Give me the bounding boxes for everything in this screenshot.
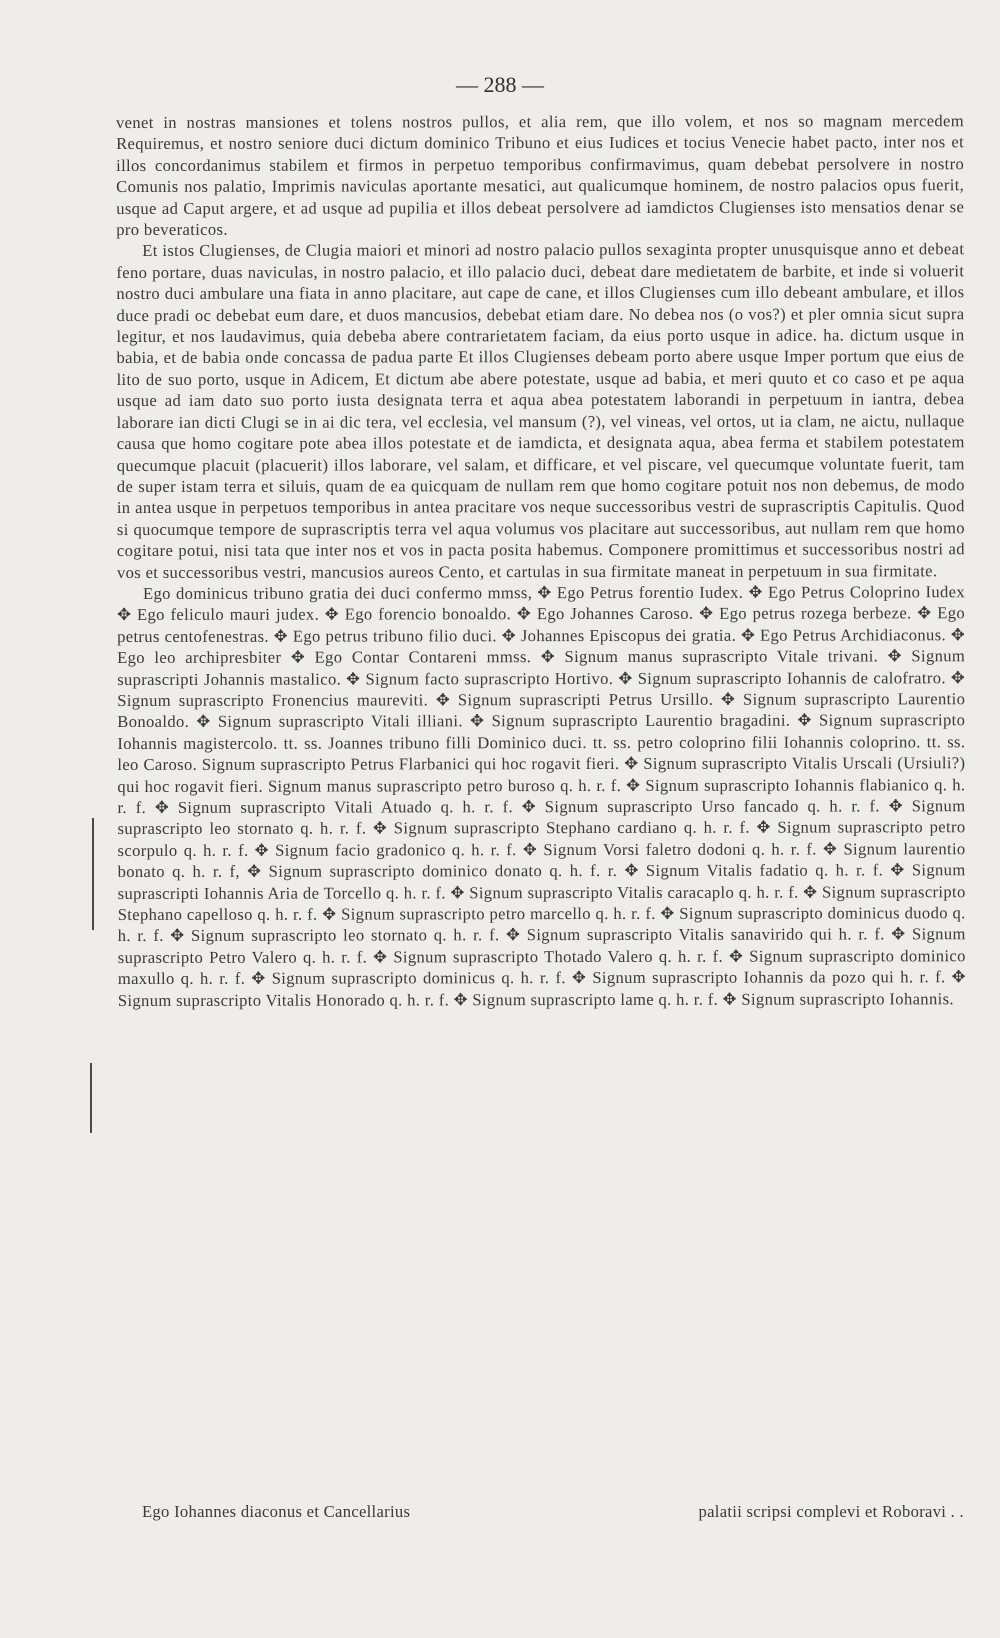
paragraph-2: Et istos Clugienses, de Clugia maiori et minori ad nostro palacio pullos sexaginta propter unusquisque anno et debeat feno portare, duas naviculas, in nostro palacio, et illo palacio duci, debeat dare medietatem de barbite, et inde si voluerit nostro duci ambulare una fiata in anno placitare, aut cape de cane, et illos Clugienses cum illo debeant ambulare, et illos duce pradi oc debebat eum dare, et duos mancusios, debebat etiam dare. No debea nos (o vos?) et pler omnia sicut supra legitur, et nos laudavimus, quia debeba abere contrarietatem faciam, da eius porto usque in adice. ha. dictum usque in babia, et de babia onde concassa de padua parte Et illos Clugienses debeam porto abere usque Imper portum que eius de lito de suo porto, usque in Adicem, Et dictum abe abere potestate, usque ad babia, et meri quuto et co caso et pe aqua usque ad iam dato suo porto iusta designata terra et aqua abea potestatem laborandi in perpetuum in iantra, debea laborare ian dicti Clugi se in ai dic tera, vel ecclesia, vel mansum (?), vel vineas, vel ortos, ut ia clam, ne aictu, nullaque causa que homo cogitare pote abea illos potestate et de iamdicta, et designata aqua, abea ferma et stabilem potestatem quecumque placuit (placuerit) illos laborare, vel salam, et difficare, et vel piscare, vel quecumque voluntate fuerit, tam de super istam terra et siluis, quam de ea quicquam de nullam rem que homo cogitare potuit nos non debemus, de modo in antea usque in perpetuos temporibus in antea pracitare vos neque successoribus vestri de suprascriptis Capitulis. Quod si quocumque tempore de suprascriptis terra vel aqua volumus vos placitare aut successoribus, aut nullam rem que homo cogitare potui, nisi tata que inter nos et vos in pacta posita habemus. Componere promittimus et successoribus nostri ad vos et successoribus vestri, mancusios aureos Cento, et cartulas in sua firmitate maneat in perpetuum in sua firmitate. xyxy=(116,239,965,582)
margin-mark xyxy=(90,1063,92,1133)
closing-line xyxy=(116,1502,964,1522)
page-number: — 288 — xyxy=(456,72,544,97)
closing-left: Ego Iohannes diaconus et Cancellarius xyxy=(142,1502,411,1521)
margin-mark xyxy=(92,818,94,930)
paragraph-1: venet in nostras mansiones et tolens nostros pullos, et alia rem, que illo volem, et nos so magnam mercedem Requiremus, et nostro seniore duci dictum dominico Tribuno et eius Iudices et tocius Venecie habet pacto, inter nos et illos concordanimus stabilem et firmos in perpetuo temporibus confirmavimus, quam debebat persolvere in nostro Comunis nos palatio, Imprimis naviculas aportante mesatici, aut qualicumque hominem, de nostro palacios opus fuerit, usque ad Caput argere, et ad usque ad pupilia et illos debeat persolvere ad iamdictos Clugienses isto mensatios denar se pro beveraticos. xyxy=(116,111,965,240)
closing-right: palatii scripsi complevi et Roboravi . . xyxy=(698,1502,964,1521)
signatures-paragraph: Ego dominicus tribuno gratia dei duci confermo mmss, ✥ Ego Petrus forentio Iudex. ✥ Ego Petrus Coloprino Iudex ✥ Ego feliculo mauri judex. ✥ Ego forencio bonoaldo. ✥ Ego Johannes Caroso. ✥ Ego petrus rozega berbeze. ✥ Ego petrus centofenestras. ✥ Ego petrus tribuno filio duci. ✥ Johannes Episcopus dei gratia. ✥ Ego Petrus Archidiaconus. ✥ Ego leo archipresbiter ✥ Ego Contar Contareni mmss. ✥ Signum manus suprascripto Vitale trivani. ✥ Signum suprascripti Johannis mastalico. ✥ Signum facto suprascripto Hortivo. ✥ Signum suprascripto Iohannis de calofratro. ✥ Signum suprascripto Fronencius maureviti. ✥ Signum suprascripti Petrus Ursillo. ✥ Signum suprascripto Laurentio Bonoaldo. ✥ Signum suprascripto Vitali illiani. ✥ Signum suprascripto Laurentio bragadini. ✥ Signum suprascripto Iohannis magistercolo. tt. ss. Joannes tribuno filli Dominico duci. tt. ss. petro coloprino filii Iohannis coloprino. tt. ss. leo Caroso. Signum suprascripto Petrus Flarbanici qui hoc rogavit fieri. ✥ Signum suprascripto Vitalis Urscali (Ursiuli?) qui hoc rogavit fieri. Signum manus suprascripto petro buroso q. h. r. f. ✥ Signum suprascripto Iohannis flabianico q. h. r. f. ✥ Signum suprascripto Vitali Atuado q. h. r. f. ✥ Signum suprascripto Urso fancado q. h. r. f. ✥ Signum suprascripto leo stornato q. h. r. f. ✥ Signum suprascripto Stephano cardiano q. h. r. f. ✥ Signum suprascripto petro scorpulo q. h. r. f. ✥ Signum facio gradonico q. h. r. f. ✥ Signum Vorsi faletro dodoni q. h. r. f. ✥ Signum laurentio bonato q. h. r. f, ✥ Signum suprascripto dominico donato q. h. f. r. ✥ Signum Vitalis fadatio q. h. r. f. ✥ Signum suprascripti Iohannis Aria de Torcello q. h. r. f. ✥ Signum suprascripto Vitalis caracaplo q. h. r. f. ✥ Signum suprascripto Stephano capelloso q. h. r. f. ✥ Signum suprascripto petro marcello q. h. r. f. ✥ Signum suprascripto dominicus duodo q. h. r. f. ✥ Signum suprascripto leo stornato q. h. r. f. ✥ Signum suprascripto Vitalis sanavirido qui h. r. f. ✥ Signum suprascripto Petro Valero q. h. r. f. ✥ Signum suprascripto Thotado Valero q. h. r. f. ✥ Signum suprascripto dominico maxullo q. h. r. f. ✥ Signum suprascripto dominicus q. h. r. f. ✥ Signum suprascripto Iohannis da pozo qui h. r. f. ✥ Signum suprascripto Vitalis Honorado q. h. r. f. ✥ Signum suprascripto lame q. h. r. f. ✥ Signum suprascripto Iohannis. xyxy=(117,582,966,1010)
document-body xyxy=(116,110,966,1011)
